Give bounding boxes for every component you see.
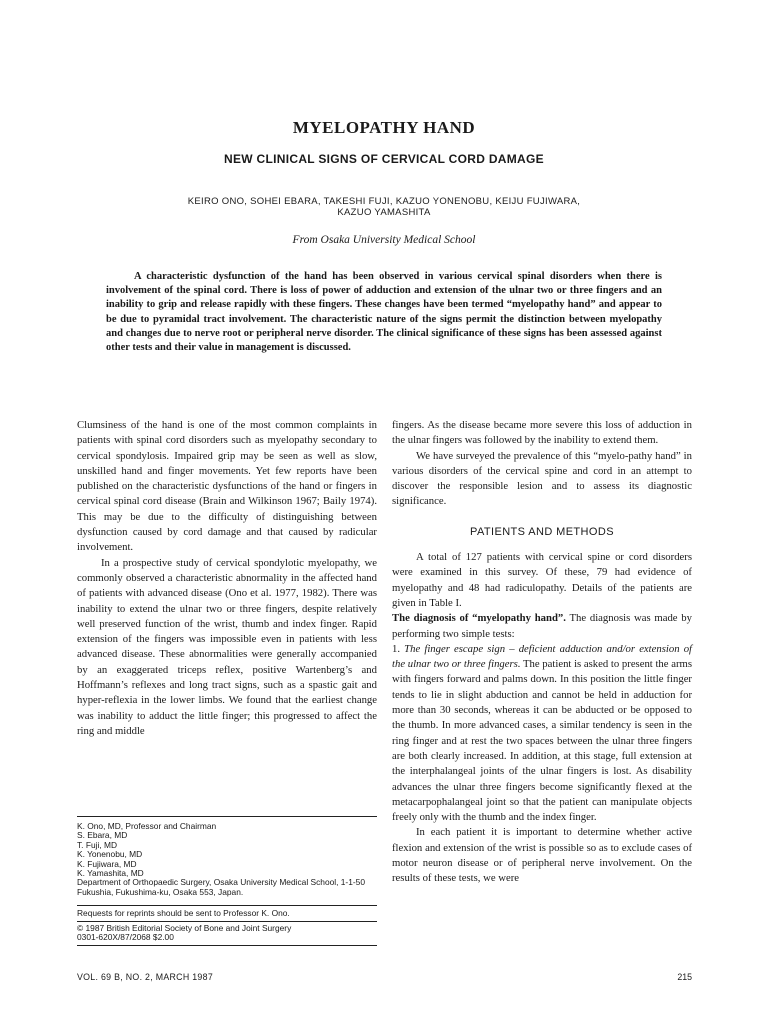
intro-paragraph-1: Clumsiness of the hand is one of the most common complaints in patients with spinal cord disorders such as myelopathy secondary to cervical spondylosis. Impaired grip may be seen as well as slow, unskilled hand and finger movements. Yet few reports have been published on the characteristic dysfunctions of the hand or fingers in cervical spinal cord disease (Brain and Wilkinson 1967; Baily 1974). This may be due to the difficulty of distinguishing between dysfunction caused by cord damage and that caused by radicular involvement. xyxy=(77,419,377,554)
page-number: 215 xyxy=(677,972,692,982)
footnote-author-5: K. Fujiwara, MD xyxy=(77,858,137,869)
left-column xyxy=(77,418,377,739)
author-footnotes xyxy=(77,822,377,897)
methods-paragraph-4: In each patient it is important to determine whether active flexion and extension of the wrist is possible so as to exclude cases of motor neuron disease or of peripheral nerve involvement. On the results of these tests, we were xyxy=(392,826,692,885)
affiliation: From Osaka University Medical School xyxy=(292,234,476,246)
reprint-note: Requests for reprints should be sent to Professor K. Ono. xyxy=(77,908,290,918)
footnote-author-1: K. Ono, MD, Professor and Chairman xyxy=(77,821,217,831)
right-column xyxy=(392,418,692,887)
footnote-author-4: K. Yonenobu, MD xyxy=(77,849,143,860)
copyright-line-2: 0301-620X/87/2068 $2.00 xyxy=(77,932,174,943)
footnote-department: Department of Orthopaedic Surgery, Osaka University Medical School, 1-1-50 Fukushia, Fukushima-ku, Osaka 553, Japan. xyxy=(77,877,365,897)
right-paragraph-2: We have surveyed the prevalence of this “myelo-pathy hand” in various disorders of the cervical spine and cord in an attempt to discover the responsible lesion and to assess its diagnostic significance. xyxy=(392,449,692,508)
copyright-rule xyxy=(77,921,377,922)
test-1-paragraph xyxy=(392,642,692,826)
diagnosis-text: The diagnosis was made by performing two simple tests: xyxy=(392,612,692,640)
methods-paragraph-1: A total of 127 patients with cervical spine or cord disorders were examined in this survey. Of these, 79 had evidence of myelopathy and 48 had radiculopathy. Details of the patients are given in Table I. xyxy=(392,551,692,609)
footnote-rule xyxy=(77,816,377,817)
abstract: A characteristic dysfunction of the hand has been observed in various cervical spinal disorders when there is involvement of the spinal cord. There is loss of power of adduction and extension of the ulnar two or three fingers and an inability to grip and release rapidly with these fingers. These changes have been termed “myelopathy hand” and appear to be due to pyramidal tract involvement. The characteristic nature of the signs permit the distinction between myelopathy and changes due to nerve root or peripheral nerve disorder. The clinical significance of these signs has been assessed against other tests and their value in management is discussed. xyxy=(106,271,662,354)
author-list xyxy=(130,196,638,218)
article-title: MYELOPATHY HAND xyxy=(292,118,476,137)
copyright-line-1: © 1987 British Editorial Society of Bone and Joint Surgery xyxy=(77,923,292,933)
article-subtitle: NEW CLINICAL SIGNS OF CERVICAL CORD DAMAGE xyxy=(224,152,544,166)
test-1-text: The patient is asked to present the arms with fingers forward and palms down. In this position the little finger tends to lie in slight abduction and cannot be held in adduction for more than 30 seconds, whereas it can be abducted or be opposed to the thumb. In more advanced cases, a similar tendency is seen in the ring finger and at rest the two spaces between the ulnar three fingers are both clearly increased. In addition, at this stage, full extension at the interphalangeal joints of the ulnar fingers is lost. As disability advances the ulnar three fingers become significantly flexed at the metacarpophalangeal joint so that the patient can manipulate objects freely only with the thumb and the index finger. xyxy=(392,658,692,824)
diagnosis-paragraph xyxy=(392,611,692,642)
footnote-author-6: K. Yamashita, MD xyxy=(77,868,144,879)
copyright-bottom-rule xyxy=(77,945,377,946)
footnote-author-2: S. Ebara, MD xyxy=(77,830,128,841)
author-line-2: KAZUO YAMASHITA xyxy=(337,207,431,218)
diagnosis-heading: The diagnosis of “myelopathy hand”. xyxy=(392,612,566,625)
test-1-number: 1. xyxy=(392,642,405,655)
right-paragraph-1: fingers. As the disease became more severe this loss of adduction in the ulnar fingers was followed by the inability to extend them. xyxy=(392,419,692,447)
intro-paragraph-2: In a prospective study of cervical spondylotic myelopathy, we commonly observed a characteristic abnormality in the affected hand of patients with advanced disease (Ono et al. 1977, 1982). There was inability to extend the ulnar two or three fingers, despite relatively well preserved function of the wrist, thumb and index finger. Rapid extension of the fingers was impossible even in patients with less advanced disease. These abnormalities were generally accompanied by an exaggerated triceps reflex, positive Wartenberg’s and Hoffmann’s reflexes and long tract signs, such as a spastic gait and hyper-reflexia in the lower limbs. We found that the earliest change was inability to adduct the little finger; this progressed to affect the ring and middle xyxy=(77,556,377,737)
section-heading-patients-methods: PATIENTS AND METHODS xyxy=(470,525,614,538)
reprint-rule xyxy=(77,905,377,906)
copyright-note xyxy=(77,924,377,943)
journal-reference: VOL. 69 B, NO. 2, MARCH 1987 xyxy=(77,972,214,982)
author-line-1: KEIRO ONO, SOHEI EBARA, TAKESHI FUJI, KAZUO YONENOBU, KEIJU FUJIWARA, xyxy=(187,196,581,207)
footnote-author-3: T. Fuji, MD xyxy=(77,839,118,850)
test-1-title: The finger escape sign – deficient adduction and/or extension of the ulnar two or three fingers. xyxy=(392,642,693,671)
